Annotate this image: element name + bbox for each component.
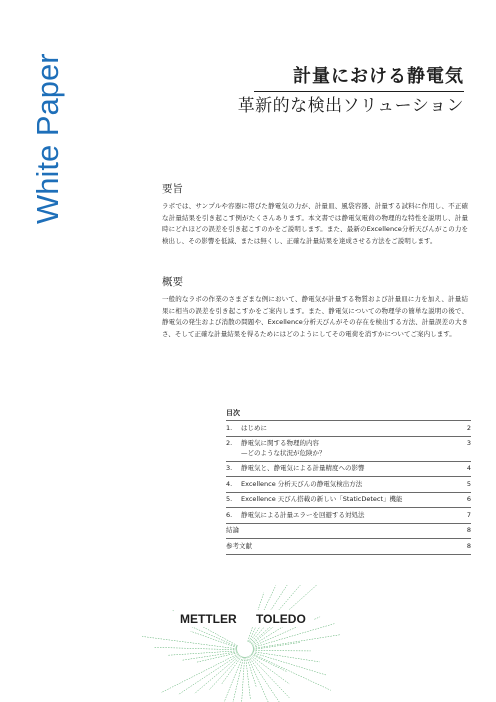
logo-pattern-line xyxy=(178,654,239,694)
toc-row[interactable] xyxy=(226,476,471,492)
logo-pattern-line xyxy=(182,652,237,660)
table-of-contents xyxy=(226,408,471,555)
logo-pattern-line xyxy=(252,653,331,690)
logo-pattern-line xyxy=(253,642,300,649)
toc-number: 1. xyxy=(226,423,233,432)
toc-number: 3. xyxy=(226,464,233,472)
logo-pattern-line xyxy=(246,657,251,699)
page-title: 計量における静電気 xyxy=(293,66,464,87)
summary-body: ラボでは、サンプルや容器に帯びた静電気の力が、計量皿、風袋容器、計量する試料に作用し、不正確な計量結果を引き起こす例がたくさんあります。本文書では静電気電荷の物理的な特性を説明し、計量時にどれほどの誤差を引き起こすのかをご説明します。また、最新のExcellence分析天びんがこの力を検出し、その影響を低減、または無くし、正確な計量結果を達成させる方法をご説明します。 xyxy=(162,202,468,245)
toc-entry-text: Excellence 分析天びんの静電気検出方法 xyxy=(241,479,363,488)
toc-row[interactable] xyxy=(226,461,471,477)
toc-row[interactable] xyxy=(226,507,471,523)
logo-pattern-line xyxy=(241,657,244,702)
toc-entry-subtitle: —どのような状況が危険か？ xyxy=(241,448,326,457)
toc-entry-text: はじめに xyxy=(241,423,267,432)
toc-row[interactable] xyxy=(226,492,471,508)
overview-section xyxy=(162,275,468,340)
toc-row[interactable] xyxy=(226,436,471,461)
logo-pattern-line xyxy=(168,651,237,655)
logo-word-toledo: TOLEDO xyxy=(256,612,306,626)
logo-pattern-line xyxy=(194,655,239,693)
logo-word-mettler: METTLER xyxy=(180,612,237,626)
overview-heading: 概要 xyxy=(162,276,183,288)
toc-entry-text: 静電気による計量エラーを回避する対処法 xyxy=(241,510,365,519)
logo-pattern-line xyxy=(253,624,335,648)
toc-page-number: 6 xyxy=(466,495,471,503)
title-block xyxy=(293,66,464,88)
toc-row[interactable] xyxy=(226,420,471,436)
toc-number: 5. xyxy=(226,495,233,503)
toc-page-number: 8 xyxy=(466,541,471,550)
logo-pattern-line xyxy=(154,647,237,650)
logo-pattern-line xyxy=(191,631,237,647)
logo-pattern-line xyxy=(253,634,340,649)
toc-page-number: 5 xyxy=(466,479,471,488)
logo-pattern-line xyxy=(247,657,257,688)
logo-pattern-line xyxy=(249,656,286,702)
toc-row[interactable] xyxy=(226,523,471,539)
toc-entry-text: 参考文献 xyxy=(226,541,252,550)
toc-title: 目次 xyxy=(226,409,240,417)
toc-page-number: 4 xyxy=(466,464,471,472)
white-paper-text: White Paper xyxy=(30,53,65,224)
toc-entry-text xyxy=(241,439,453,458)
toc-number: 2. xyxy=(226,439,233,447)
logo-pattern-line xyxy=(196,653,237,662)
logo-pattern-line xyxy=(142,636,237,648)
page-subtitle: 革新的な検出ソリューション xyxy=(237,96,464,116)
toc-number: 4. xyxy=(226,479,233,488)
toc-page-number: 8 xyxy=(466,526,471,534)
logo-pattern-line xyxy=(251,654,286,671)
logo-pattern-line xyxy=(161,654,238,693)
summary-heading: 要旨 xyxy=(162,183,183,195)
toc-entry-text: 静電気と、静電気による計量精度への影響 xyxy=(241,464,365,472)
toc-entry-text: 結論 xyxy=(226,526,239,534)
mettler-toledo-logo xyxy=(140,585,340,702)
logo-pattern-line xyxy=(253,652,320,662)
toc-page-number: 2 xyxy=(466,423,471,432)
toc-page-number: 7 xyxy=(466,510,471,519)
logo-pattern-line xyxy=(222,656,242,684)
logo-pattern-line xyxy=(250,655,289,684)
white-paper-label xyxy=(14,38,70,228)
logo-line-pattern xyxy=(142,585,340,702)
toc-row[interactable] xyxy=(226,538,471,555)
toc-number: 6. xyxy=(226,510,233,519)
toc-entry-text: Excellence 天びん搭載の新しい「StaticDetect」機能 xyxy=(241,495,403,503)
overview-body: 一般的なラボの作業のさまざまな例において、静電気が計量する物質および計量皿に力を加え、計量結果に相当の誤差を引き起こすかをご案内します。また、静電気についての物理学の簡単な説明の後で、静電気の発生および消散の問題や、Excellence分析天びんがその存在を検出する方法、計量誤差の大きさ、そして正確な計量結果を得るためにはどのようにしてその電荷を消すかについてご案内します。 xyxy=(162,295,468,338)
toc-page-number: 3 xyxy=(466,439,471,447)
toc-entry-main: 静電気に関する物理的内容 xyxy=(241,439,319,447)
title-divider xyxy=(254,91,464,92)
summary-section xyxy=(162,182,468,247)
logo-pattern-line xyxy=(252,653,326,676)
